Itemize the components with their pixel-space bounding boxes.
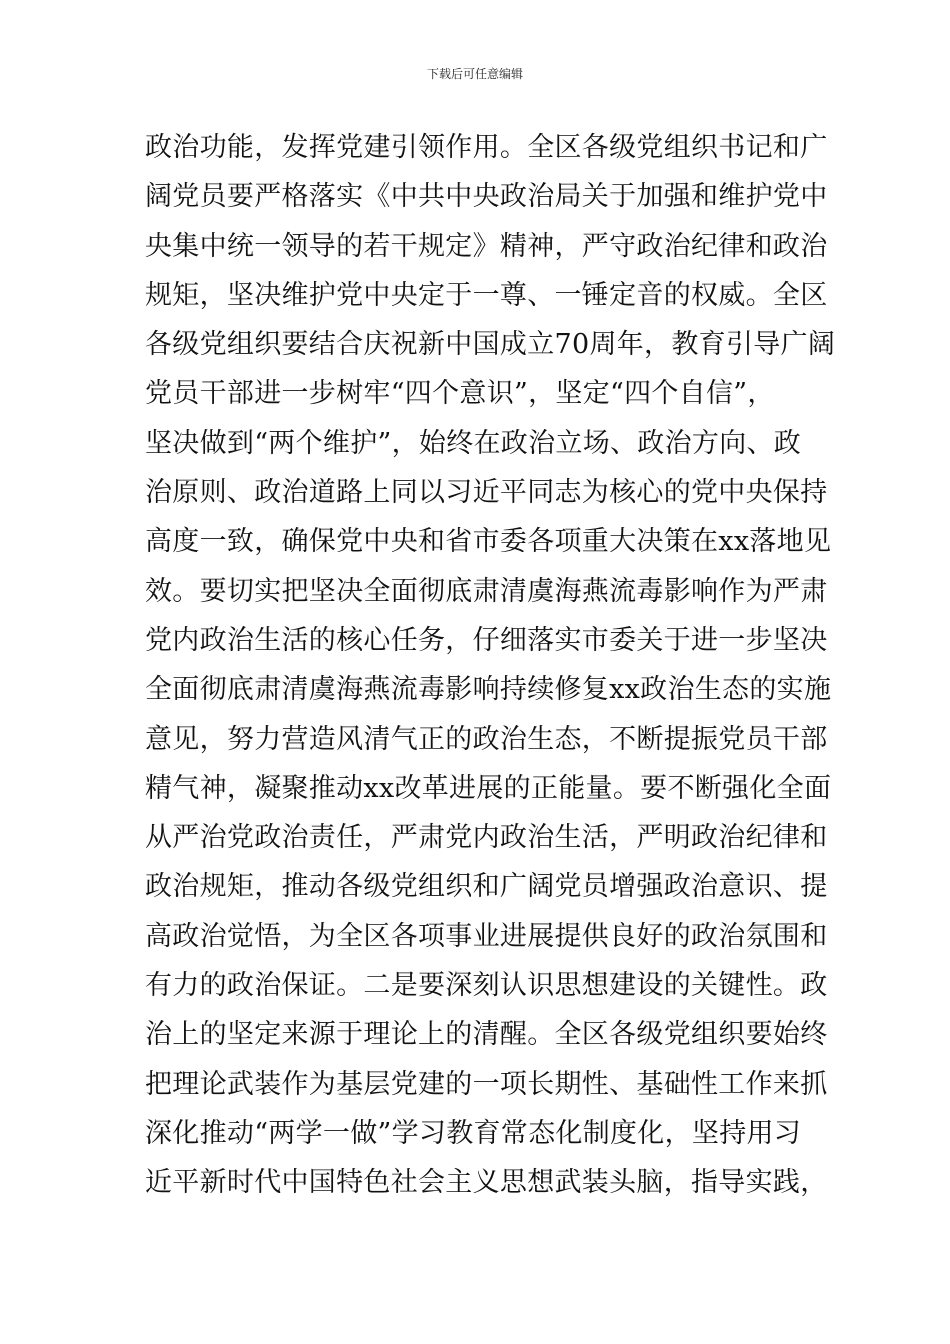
- document-body: [145, 123, 836, 1208]
- text-line: 从严治党政治责任，严肃党内政治生活，严明政治纪律和: [145, 822, 828, 854]
- text-line: 近平新时代中国特色社会主义思想武装头脑，指导实践，: [145, 1167, 828, 1199]
- text-line: 治原则、政治道路上同以习近平同志为核心的党中央保持: [145, 477, 828, 509]
- text-line: 治上的坚定来源于理论上的清醒。全区各级党组织要始终: [145, 1019, 828, 1051]
- text-line: 政治功能，发挥党建引领作用。全区各级党组织书记和广: [145, 132, 828, 163]
- text-line: 坚决做到“两个维护”，始终在政治立场、政治方向、政: [145, 427, 802, 459]
- text-line: 阔党员要严格落实《中共中央政治局关于加强和维护党中: [145, 181, 828, 213]
- text-line: 精气神，凝聚推动xx改革进展的正能量。要不断强化全面: [145, 772, 832, 804]
- text-line: 效。要切实把坚决全面彻底肃清虞海燕流毒影响作为严肃: [145, 575, 828, 607]
- text-line: 全面彻底肃清虞海燕流毒影响持续修复xx政治生态的实施: [145, 674, 832, 706]
- text-line: 党员干部进一步树牢“四个意识”，坚定“四个自信”，: [145, 378, 775, 410]
- text-line: 把理论武装作为基层党建的一项长期性、基础性工作来抓: [145, 1068, 828, 1100]
- text-line: 央集中统一领导的若干规定》精神，严守政治纪律和政治: [145, 230, 828, 262]
- text-line: 各级党组织要结合庆祝新中国成立70周年，教育引导广阔: [145, 329, 836, 361]
- text-line: 高度一致，确保党中央和省市委各项重大决策在xx落地见: [145, 526, 832, 558]
- page-header: 下载后可任意编辑: [426, 67, 523, 81]
- text-line: 深化推动“两学一做”学习教育常态化制度化，坚持用习: [145, 1117, 802, 1149]
- text-line: 规矩，坚决维护党中央定于一尊、一锤定音的权威。全区: [145, 279, 828, 311]
- text-line: 有力的政治保证。二是要深刻认识思想建设的关键性。政: [145, 970, 828, 1002]
- text-line: 高政治觉悟，为全区各项事业进展提供良好的政治氛围和: [145, 920, 828, 952]
- text-line: 意见，努力营造风清气正的政治生态，不断提振党员干部: [145, 723, 828, 755]
- text-line: 党内政治生活的核心任务，仔细落实市委关于进一步坚决: [145, 624, 828, 656]
- text-line: 政治规矩，推动各级党组织和广阔党员增强政治意识、提: [145, 871, 828, 903]
